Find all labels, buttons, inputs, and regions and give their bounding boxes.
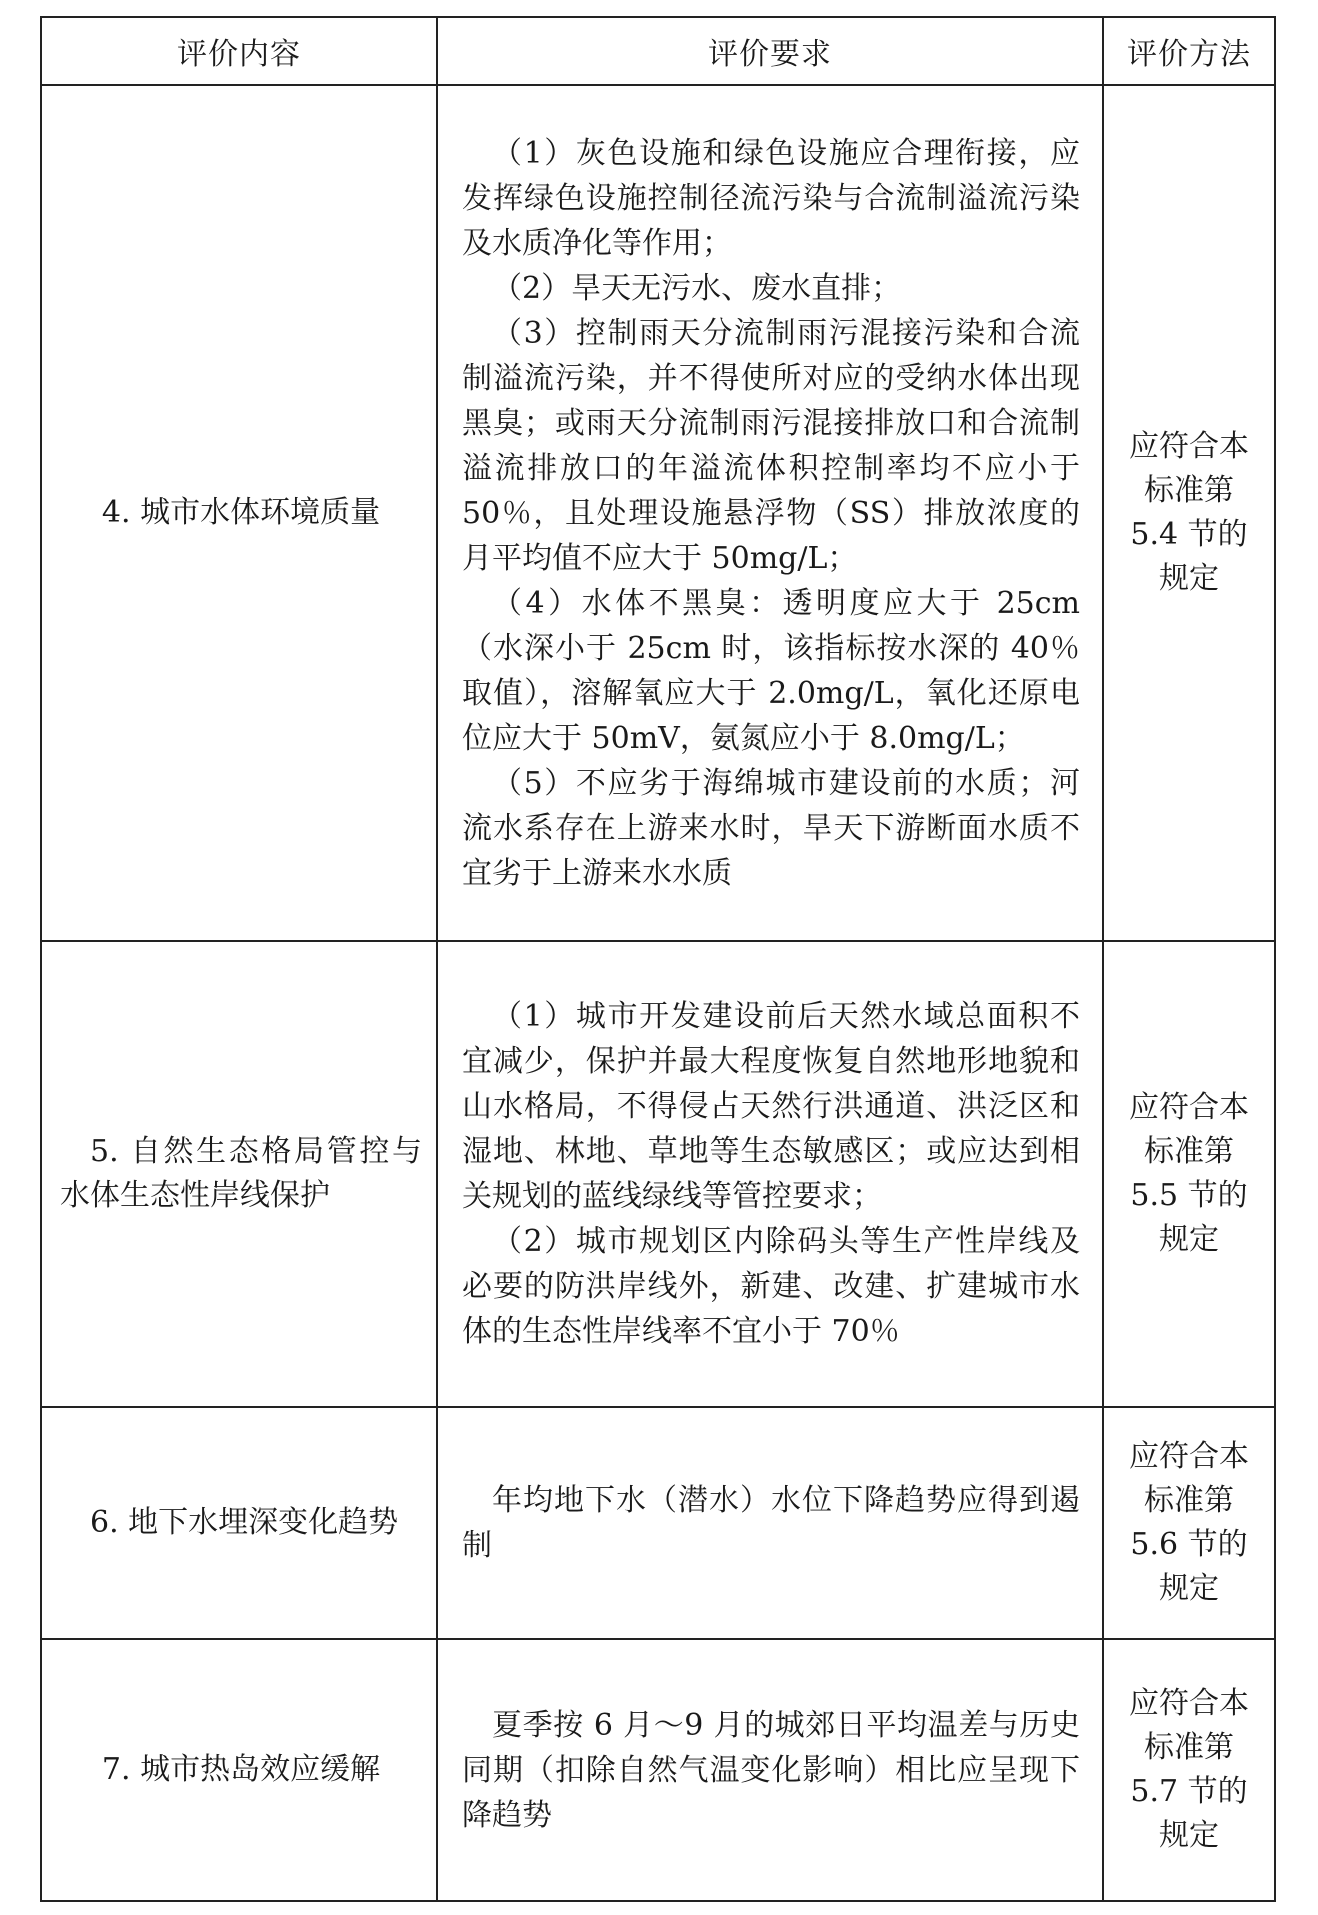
method-line: 5.4 节的 [1130,517,1248,552]
requirement-item: （3）控制雨天分流制雨污混接污染和合流制溢流污染，并不得使所对应的受纳水体出现黑臭；或雨天分流制雨污混接排放口和合流制溢流排放口的年溢流体积控制率均不应小于 50％，且处理设施悬浮物（SS）排放浓度的月平均值不应大于 50mg/L； [462,315,1080,576]
method-cell [1103,1407,1275,1639]
header-content: 评价内容 [41,17,437,85]
method-line: 标准第 [1144,1730,1234,1765]
requirement-cell [437,941,1103,1407]
method-line: 规定 [1159,1222,1219,1257]
content-cell: 5. 自然生态格局管控与水体生态性岸线保护 [41,941,437,1407]
header-method: 评价方法 [1103,17,1275,85]
method-cell [1103,85,1275,941]
table-row [41,1407,1275,1639]
requirement-cell [437,1407,1103,1639]
header-requirement: 评价要求 [437,17,1103,85]
requirement-item: （2）城市规划区内除码头等生产性岸线及必要的防洪岸线外，新建、改建、扩建城市水体的生态性岸线率不宜小于 70％ [462,1224,1080,1349]
method-line: 标准第 [1144,1483,1234,1518]
header-row [41,17,1275,85]
evaluation-table [40,16,1276,1902]
method-line: 规定 [1159,1571,1219,1606]
method-line: 5.6 节的 [1130,1527,1248,1562]
requirement-item: 年均地下水（潜水）水位下降趋势应得到遏制 [462,1483,1080,1563]
requirement-item: （1）城市开发建设前后天然水域总面积不宜减少，保护并最大程度恢复自然地形地貌和山水格局，不得侵占天然行洪通道、洪泛区和湿地、林地、草地等生态敏感区；或应达到相关规划的蓝线绿线等管控要求； [462,999,1080,1214]
requirement-item: 夏季按 6 月～9 月的城郊日平均温差与历史同期（扣除自然气温变化影响）相比应呈现下降趋势 [462,1707,1080,1833]
requirement-item: （4）水体不黑臭：透明度应大于 25cm（水深小于 25cm 时，该指标按水深的 40％取值），溶解氧应大于 2.0mg/L，氧化还原电位应大于 50mV，氨氮应小于 8.0mg/L； [462,585,1080,756]
table-row [41,85,1275,941]
method-line: 规定 [1159,561,1219,596]
table-row [41,1639,1275,1901]
method-cell [1103,941,1275,1407]
method-line: 5.5 节的 [1130,1178,1248,1213]
method-line: 规定 [1159,1818,1219,1853]
requirement-cell [437,85,1103,941]
method-cell [1103,1639,1275,1901]
method-line: 应符合本 [1129,1439,1249,1474]
method-line: 标准第 [1144,1134,1234,1169]
method-line: 应符合本 [1129,1090,1249,1125]
content-cell: 7. 城市热岛效应缓解 [41,1639,437,1901]
method-line: 应符合本 [1129,429,1249,464]
content-cell: 4. 城市水体环境质量 [41,85,437,941]
requirement-item: （2）旱天无污水、废水直排； [492,270,902,306]
requirement-item: （1）灰色设施和绿色设施应合理衔接，应发挥绿色设施控制径流污染与合流制溢流污染及水质净化等作用； [462,135,1080,261]
requirement-cell [437,1639,1103,1901]
method-line: 应符合本 [1129,1686,1249,1721]
requirement-item: （5）不应劣于海绵城市建设前的水质；河流水系存在上游来水时，旱天下游断面水质不宜劣于上游来水水质 [462,765,1080,891]
content-cell: 6. 地下水埋深变化趋势 [41,1407,437,1639]
table-row [41,941,1275,1407]
method-line: 5.7 节的 [1130,1774,1248,1809]
method-line: 标准第 [1144,473,1234,508]
